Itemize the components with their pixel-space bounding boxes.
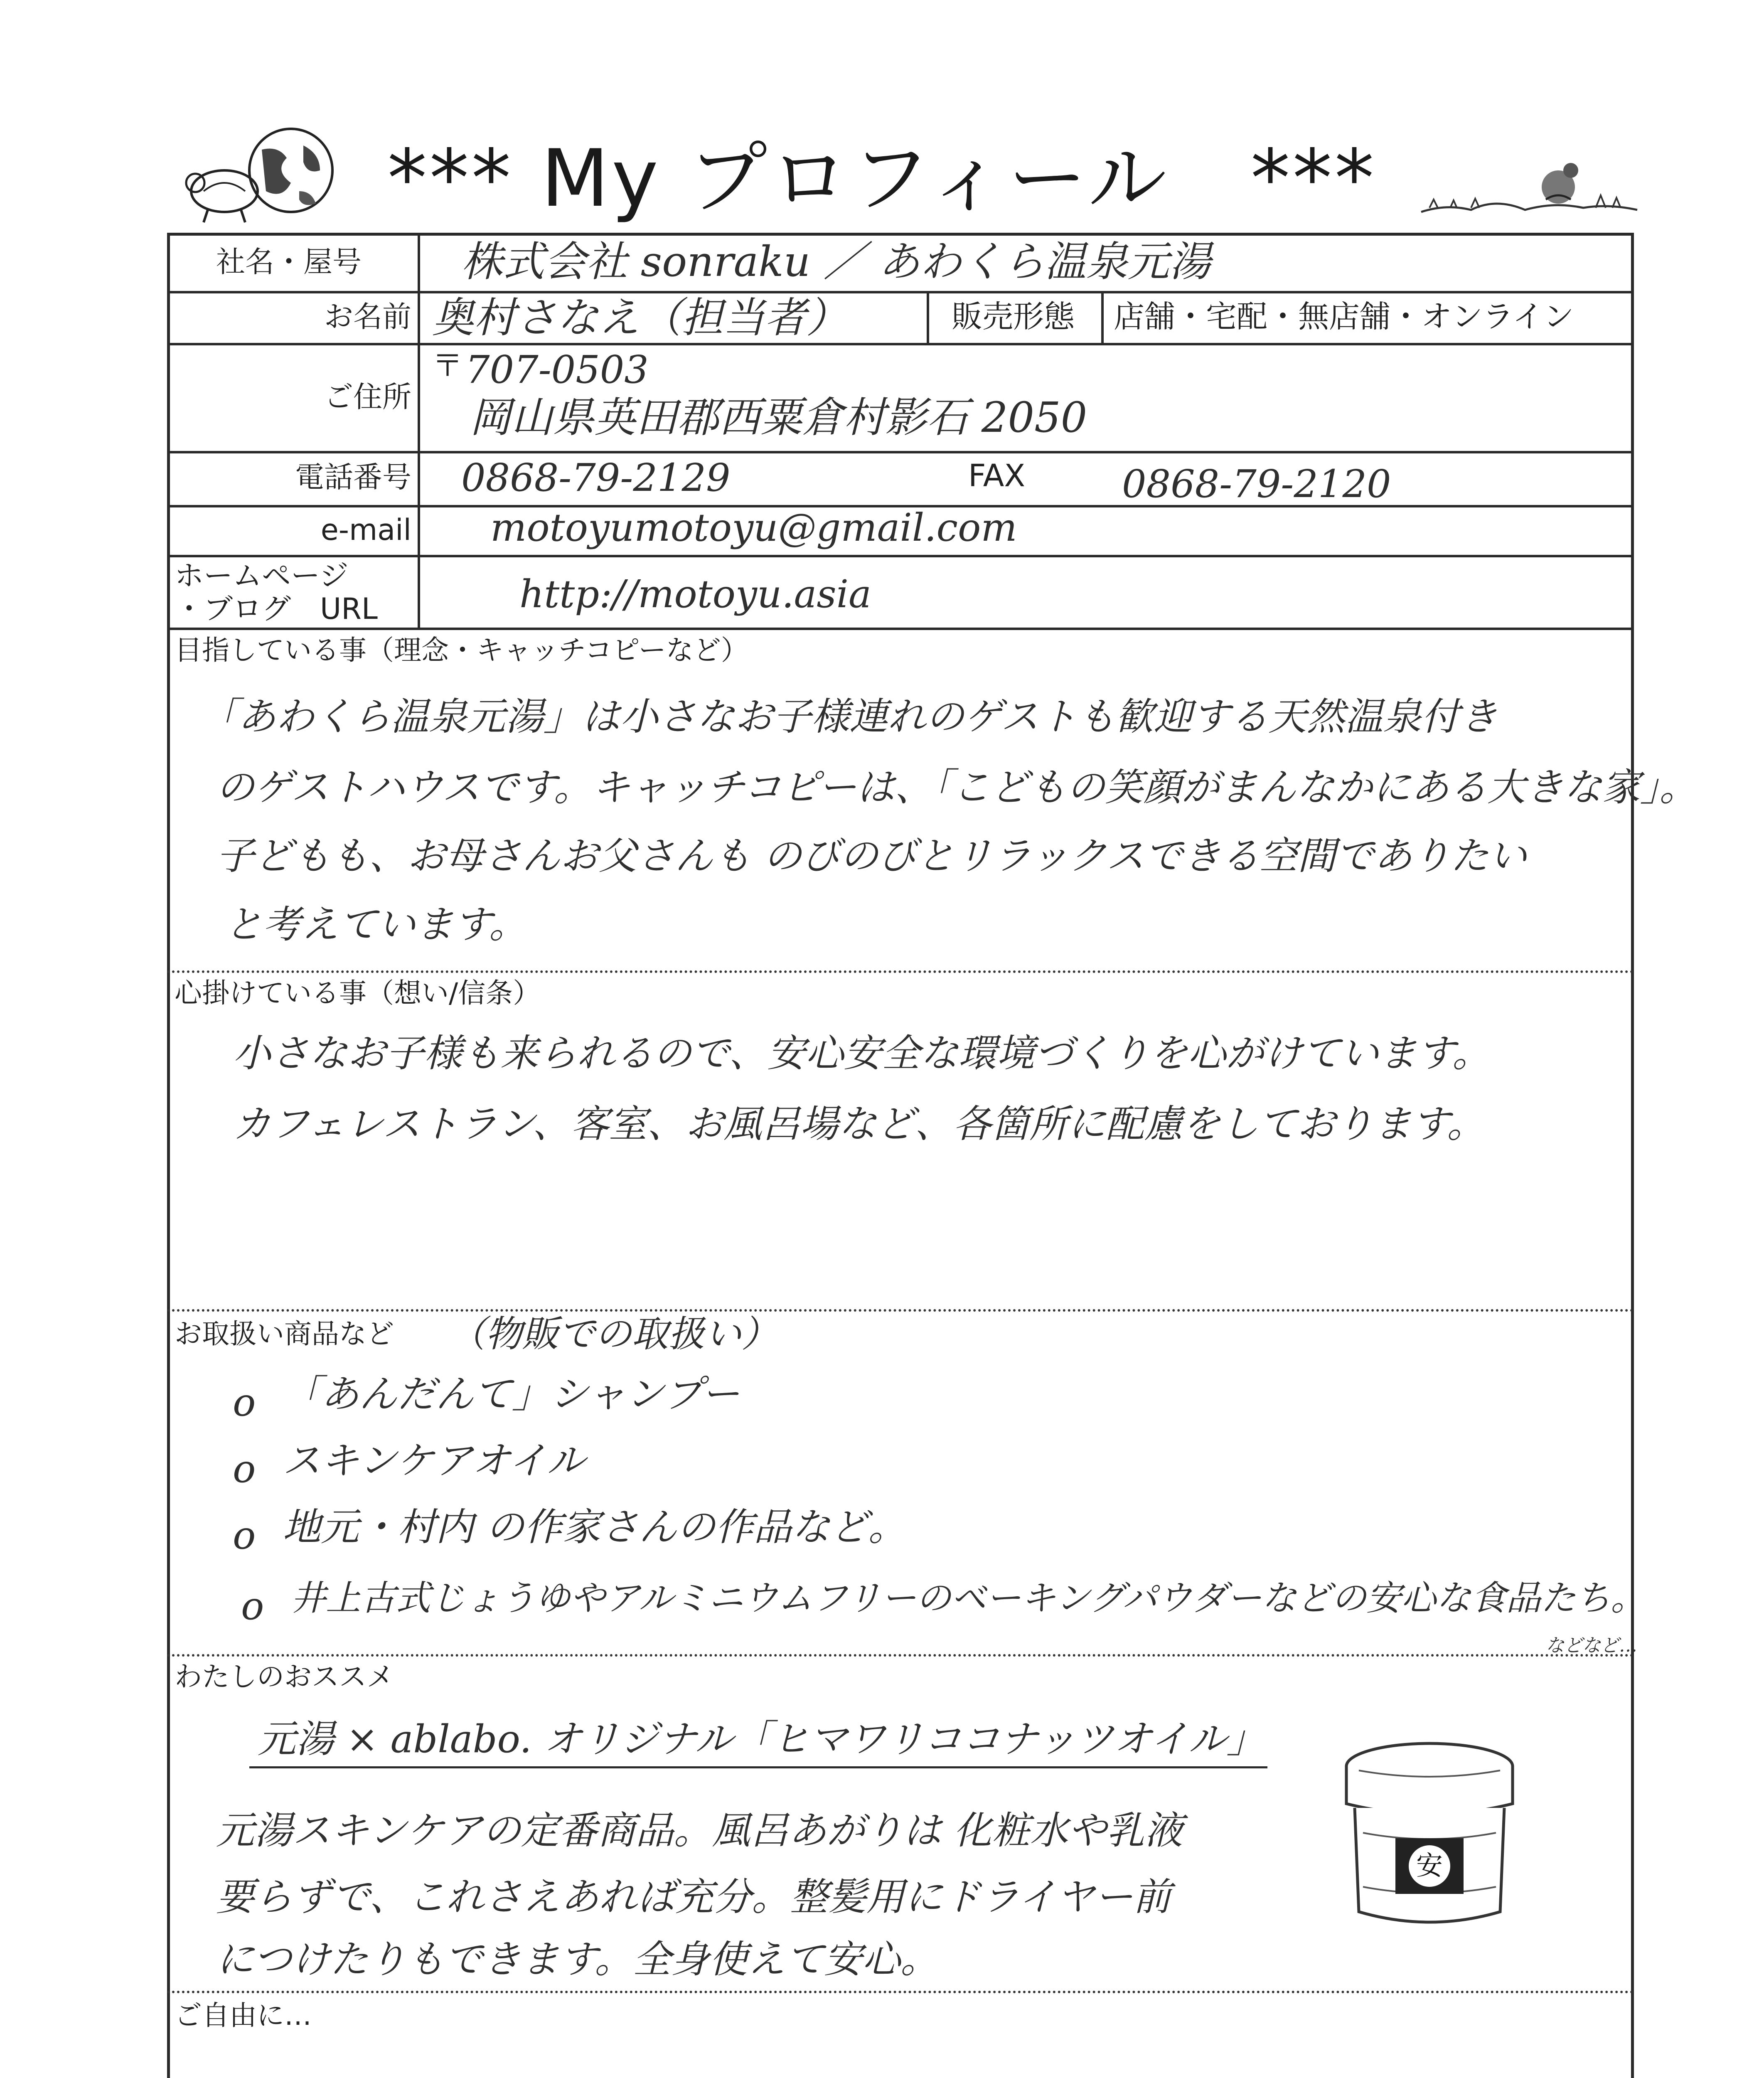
product-bullet: o xyxy=(233,1380,256,1425)
email-label: e-mail xyxy=(320,513,411,547)
products-label: お取扱い商品など xyxy=(175,1318,394,1350)
section-divider xyxy=(167,1991,1634,1993)
phone-label: 電話番号 xyxy=(295,460,411,494)
product-item: 「あんだんて」シャンプー xyxy=(283,1372,740,1416)
recommend-line: 元湯スキンケアの定番商品。風呂あがりは 化粧水や乳液 xyxy=(216,1808,1183,1853)
address-value[interactable]: 岡山県英田郡西粟倉村影石 2050 xyxy=(470,393,1087,442)
turtle-globe-illustration xyxy=(179,121,345,229)
company-value[interactable]: 株式会社 sonraku ／ あわくら温泉元湯 xyxy=(461,237,1211,286)
phone-value[interactable]: 0868-79-2129 xyxy=(461,455,731,500)
free-label: ご自由に… xyxy=(175,1999,312,2031)
mindset-line: 小さなお子様も来られるので、安心安全な環境づくりを心がけています。 xyxy=(233,1031,1491,1076)
recommend-label: わたしのおススメ xyxy=(175,1661,394,1693)
row-divider xyxy=(167,291,1634,293)
goal-line: 「あわくら温泉元湯」は小さなお子様連れのゲストも歓迎する天然温泉付き xyxy=(199,694,1498,739)
product-bullet: o xyxy=(233,1447,256,1491)
oil-jar-sketch xyxy=(1334,1737,1525,1937)
recommend-line: 要らずで、これさえあれば充分。整髪用にドライヤー前 xyxy=(216,1875,1171,1919)
row-divider xyxy=(167,451,1634,453)
label-column-divider xyxy=(418,233,420,628)
url-label-line2: ・ブログ URL xyxy=(175,592,378,626)
page-title: *** My プロフィール *** xyxy=(387,133,1377,224)
landscape-illustration xyxy=(1421,150,1637,233)
sales-divider xyxy=(1101,291,1104,343)
section-divider xyxy=(167,1654,1634,1657)
mindset-line: カフェレストラン、客室、お風呂場など、各箇所に配慮をしております。 xyxy=(233,1102,1485,1146)
row-divider xyxy=(167,343,1634,345)
goal-line: と考えています。 xyxy=(224,902,527,947)
sales-type-label: 販売形態 xyxy=(952,299,1075,335)
recommend-headline: 元湯 × ablabo. オリジナル「ヒマワリココナッツオイル」 xyxy=(258,1717,1265,1761)
product-item: 井上古式じょうゆやアルミニウムフリーのベーキングパウダーなどの安心な食品たち。 xyxy=(291,1578,1646,1618)
goal-label: 目指している事（理念・キャッチコピーなど） xyxy=(175,634,748,666)
address-label: ご住所 xyxy=(324,380,411,414)
product-item: 地元・村内 の作家さんの作品など。 xyxy=(283,1505,907,1549)
product-item: スキンケアオイル xyxy=(283,1438,585,1483)
postal-mark: 〒 xyxy=(432,348,463,384)
headline-underline xyxy=(249,1766,1267,1768)
sales-divider xyxy=(927,291,929,343)
name-value[interactable]: 奥村さなえ（担当者） xyxy=(432,293,848,342)
row-divider xyxy=(167,555,1634,557)
mindset-label: 心掛けている事（想い/信条） xyxy=(175,977,541,1009)
goal-line: のゲストハウスです。キャッチコピーは、「こどもの笑顔がまんなかにある大きな家」。 xyxy=(216,765,1698,810)
sales-type-options[interactable]: 店舗・宅配・無店舗・オンライン xyxy=(1114,299,1574,335)
section-divider xyxy=(167,970,1634,973)
goal-line: 子どもも、お母さんお父さんも のびのびとリラックスできる空間でありたい xyxy=(216,834,1527,878)
product-bullet: o xyxy=(233,1513,256,1558)
recommend-line: につけたりもできます。全身使えて安心。 xyxy=(216,1937,939,1982)
url-value[interactable]: http://motoyu.asia xyxy=(519,572,871,616)
products-trailing-note: などなど… xyxy=(1546,1635,1637,1656)
jar-mark: 安 xyxy=(1416,1851,1443,1881)
product-bullet: o xyxy=(241,1584,264,1628)
fax-value[interactable]: 0868-79-2120 xyxy=(1122,462,1391,506)
section-divider xyxy=(167,1309,1634,1312)
name-label: お名前 xyxy=(324,300,411,334)
email-value[interactable]: motoyumotoyu@gmail.com xyxy=(490,505,1017,550)
row-divider xyxy=(167,628,1634,630)
fax-label: FAX xyxy=(968,458,1026,494)
company-label: 社名・屋号 xyxy=(216,245,362,279)
postal-code[interactable]: 707-0503 xyxy=(465,347,649,392)
products-label-note: （物販での取扱い） xyxy=(449,1312,778,1355)
url-label-line1: ホームページ xyxy=(175,559,349,593)
